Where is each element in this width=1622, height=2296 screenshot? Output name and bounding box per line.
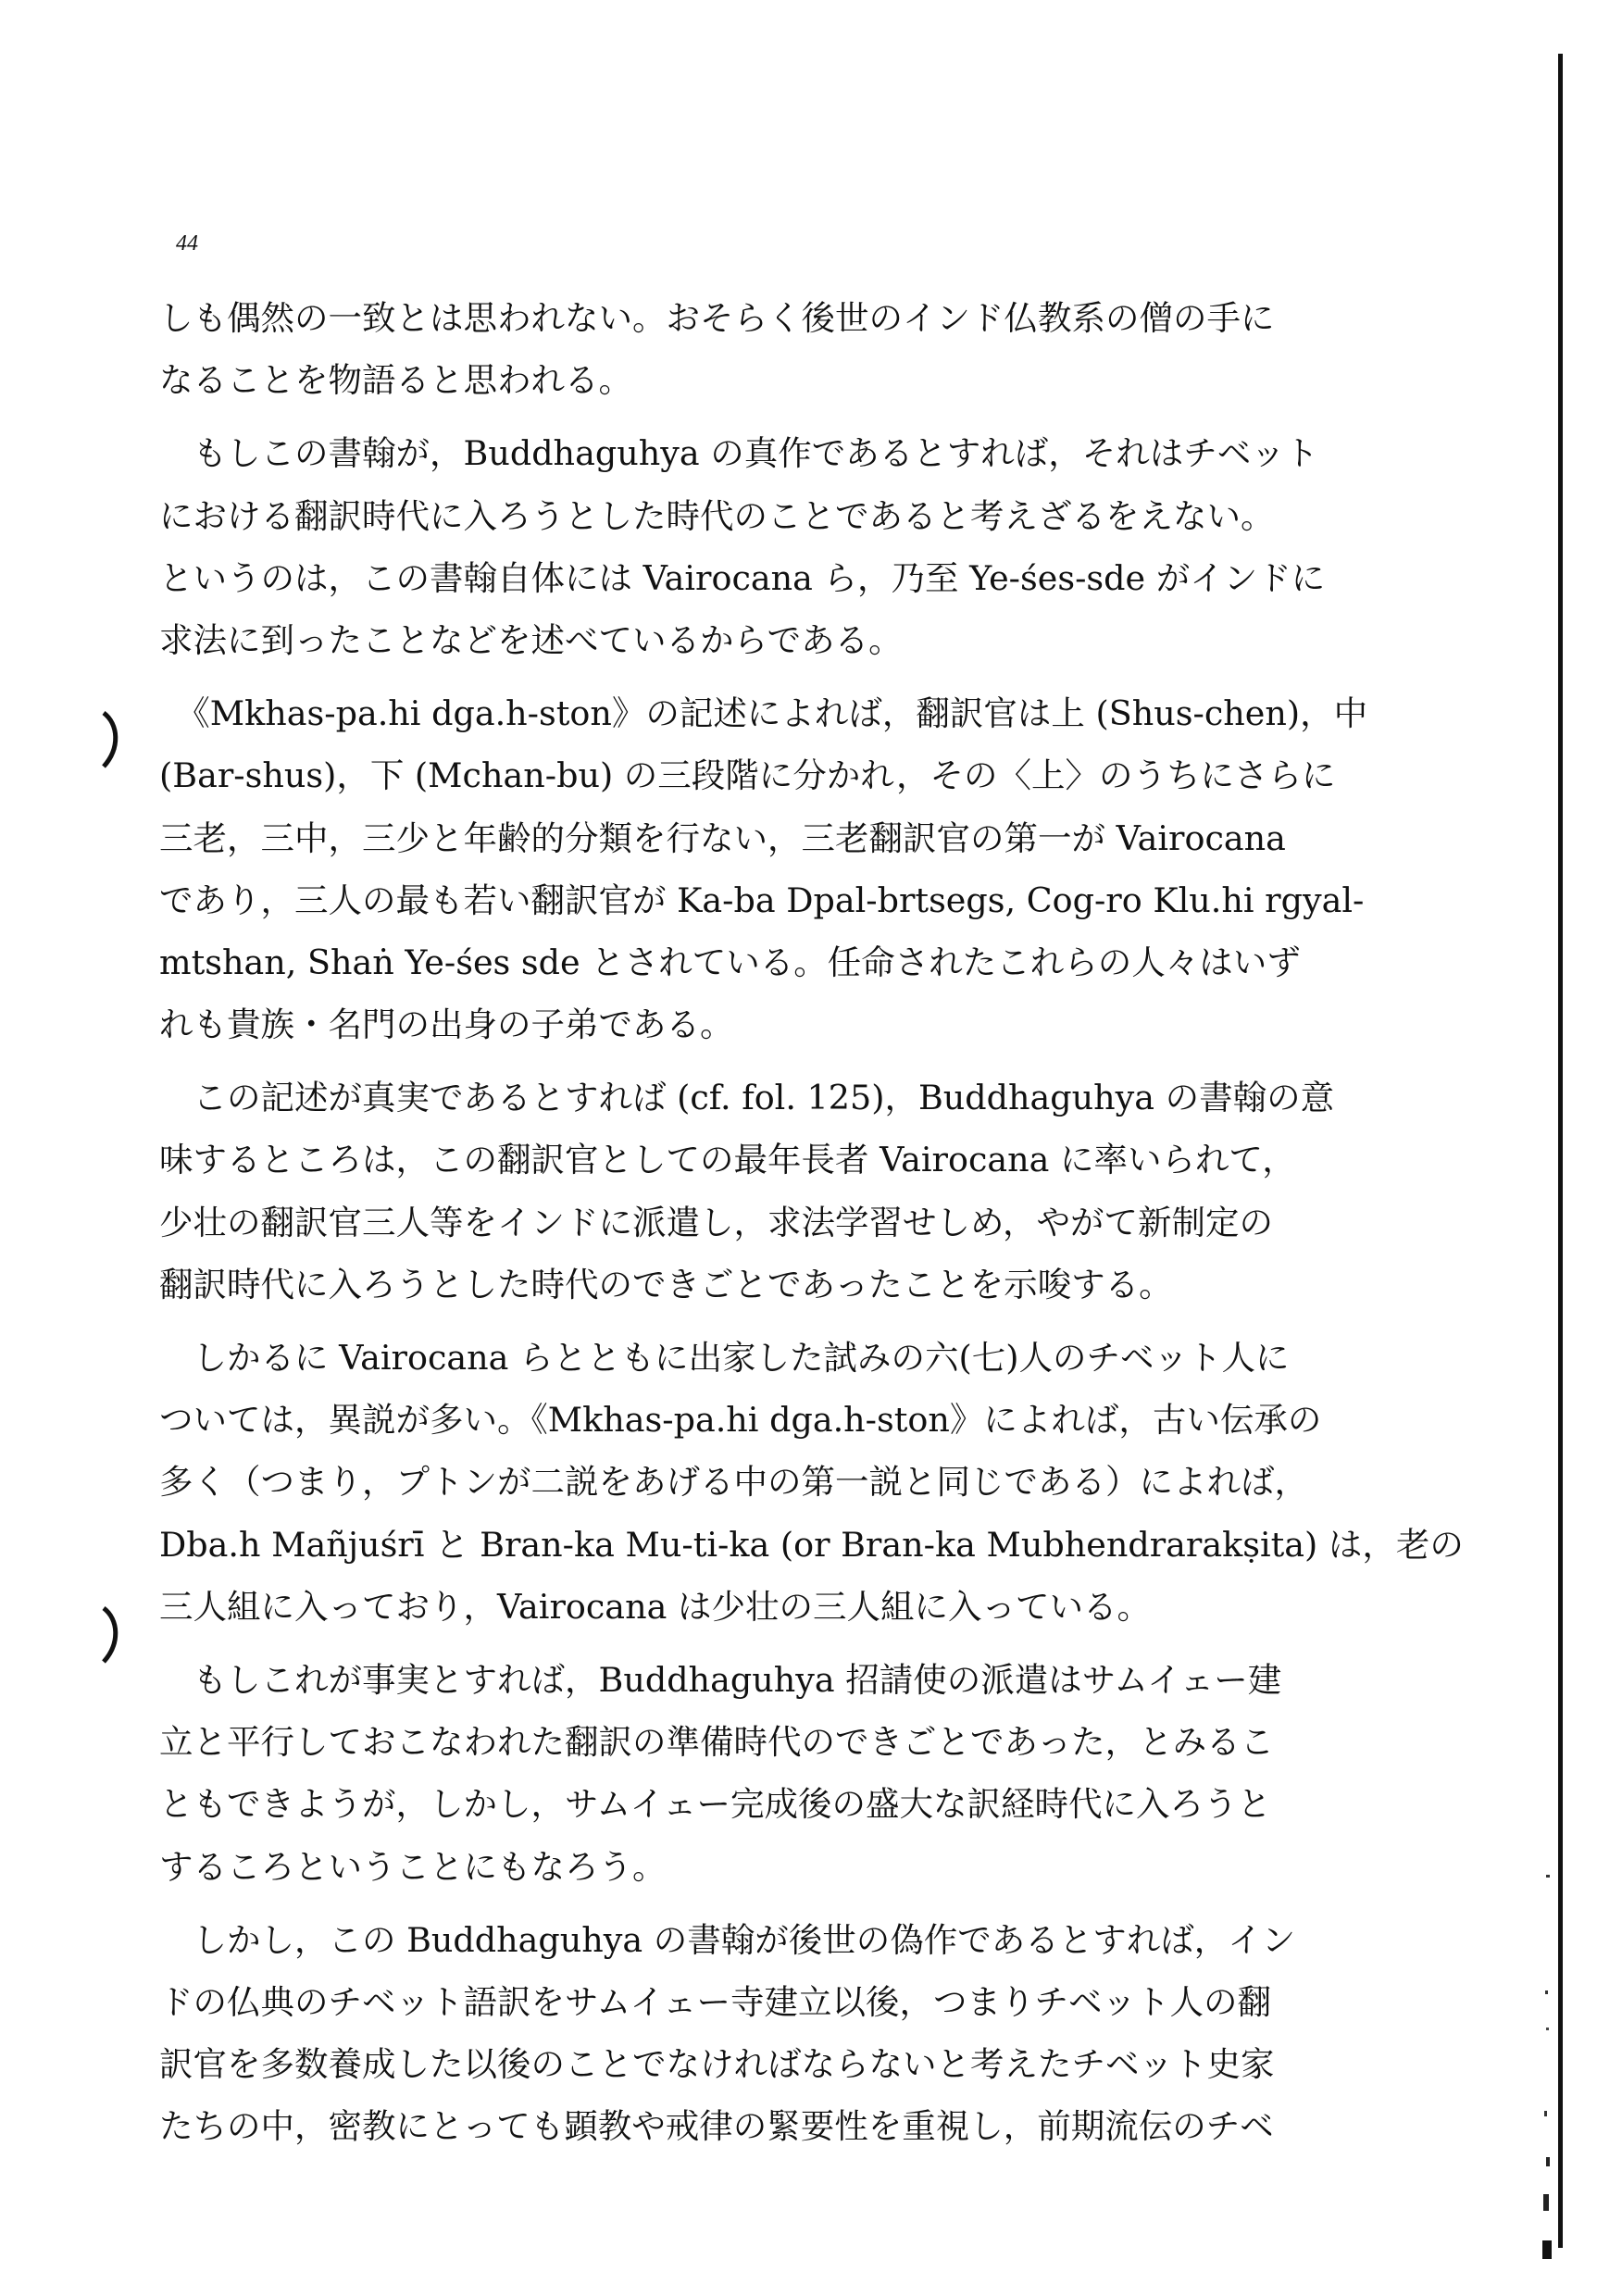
body-text — [159, 287, 1464, 2157]
text-line: であり，三人の最も若い翻訳官が Ka-ba Dpal-brtsegs, Cog-ro Klu.hi rgyal- — [159, 880, 1365, 920]
text-line: というのは，この書翰自体には Vairocana ら，乃至 Ye-śes-sde がインドに — [159, 557, 1326, 598]
text-line: 少壮の翻訳官三人等をインドに派遣し，求法学習せしめ，やがて新制定の — [159, 1202, 1274, 1242]
text-line: 求法に到ったことなどを述べているからである。 — [159, 619, 903, 660]
text-line: Dba.h Mañjuśrī と Bran-ka Mu-ti-ka (or Bran-ka Mubhendrarakṣita) は，老の — [159, 1524, 1464, 1565]
text-line: もしこの書翰が，Buddhaguhya の真作であるとすれば，それはチベット — [159, 433, 1319, 474]
text-line: たちの中，密教にとっても顕教や戒律の緊要性を重視し，前期流伝のチベ — [159, 2106, 1274, 2147]
text-line: 《Mkhas-pa.hi dga.h-ston》の記述によれば，翻訳官は上 (Shus-chen)，中 — [159, 693, 1368, 734]
text-line: ついては，異説が多い。《Mkhas-pa.hi dga.h-ston》によれば，古い伝承の — [159, 1400, 1322, 1441]
text-line: しも偶然の一致とは思われない。おそらく後世のインド仏教系の僧の手に — [159, 298, 1275, 338]
text-line: における翻訳時代に入ろうとした時代のことであると考えざるをえない。 — [159, 495, 1275, 536]
margin-bracket-mark — [100, 1606, 124, 1664]
text-line: するころということにもなろう。 — [159, 1846, 667, 1887]
text-line: (Bar-shus)，下 (Mchan-bu) の三段階に分かれ，その〈上〉のうちにさらに — [159, 755, 1336, 796]
text-line: ともできようが，しかし，サムイェー完成後の盛大な訳経時代に入ろうと — [159, 1784, 1272, 1825]
text-line: 味するところは，この翻訳官としての最年長者 Vairocana に率いられて， — [159, 1140, 1296, 1180]
margin-bracket-mark — [100, 711, 124, 768]
text-line: れも貴族・名門の出身の子弟である。 — [159, 1004, 734, 1045]
text-line: 三人組に入っており，Vairocana は少壮の三人組に入っている。 — [159, 1586, 1151, 1627]
text-line: 多く（つまり，プトンが二説をあげる中の第一説と同じである）によれば， — [159, 1462, 1308, 1503]
text-line: しかし，この Buddhaguhya の書翰が後世の偽作であるとすれば，イン — [159, 1919, 1296, 1960]
text-line: しかるに Vairocana らとともに出家した試みの六(七)人のチベット人に — [159, 1338, 1290, 1378]
right-edge-rule — [1558, 54, 1563, 2248]
page-number: 44 — [176, 231, 198, 256]
text-line: ドの仏典のチベット語訳をサムイェー寺建立以後，つまりチベット人の翻 — [159, 1981, 1272, 2022]
text-line: もしこれが事実とすれば，Buddhaguhya 招請使の派遣はサムイェー建 — [159, 1659, 1282, 1700]
text-line: 訳官を多数養成した以後のことでなければならないと考えたチベット史家 — [159, 2044, 1275, 2085]
text-line: 立と平行しておこなわれた翻訳の準備時代のできごとであった，とみるこ — [159, 1722, 1275, 1763]
text-line: この記述が真実であるとすれば (cf. fol. 125)，Buddhaguhya の書翰の意 — [159, 1078, 1335, 1118]
text-line: 翻訳時代に入ろうとした時代のできごとであったことを示唆する。 — [159, 1264, 1173, 1304]
text-line: なることを物語ると思われる。 — [159, 360, 632, 401]
text-line: 三老，三中，三少と年齢的分類を行ない，三老翻訳官の第一が Vairocana — [159, 817, 1286, 858]
scan-edge-specks — [1528, 1870, 1555, 2277]
text-line: mtshan, Shaṅ Ye-śes sde とされている。任命されたこれらの人々はいず — [159, 942, 1301, 982]
